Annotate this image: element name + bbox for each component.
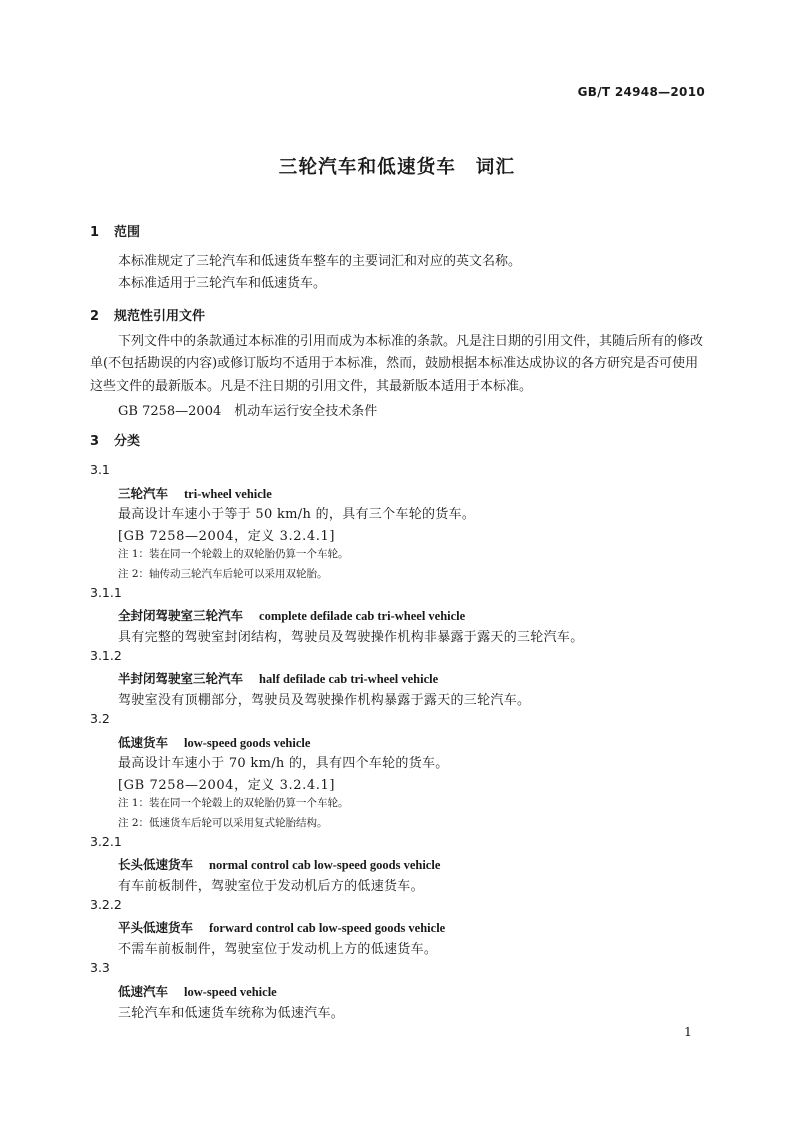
term-note-2: 注 2：低速货车后轮可以采用复式轮胎结构。 (118, 817, 328, 829)
term-chinese: 平头低速货车 (118, 920, 194, 935)
term-entry (118, 606, 465, 624)
term-english: low-speed vehicle (184, 985, 277, 999)
term-number: 3.1 (90, 462, 110, 477)
term-number: 3.2 (90, 711, 110, 726)
section-title: 规范性引用文件 (114, 309, 206, 324)
term-definition: 具有完整的驾驶室封闭结构，驾驶员及驾驶操作机构非暴露于露天的三轮汽车。 (118, 630, 584, 645)
term-number: 3.2.2 (90, 897, 122, 912)
term-chinese: 低速货车 (118, 735, 169, 750)
section-1-paragraph-1: 本标准规定了三轮汽车和低速货车整车的主要词汇和对应的英文名称。 (118, 254, 522, 269)
term-note-1: 注 1：装在同一个轮毂上的双轮胎仍算一个车轮。 (118, 797, 349, 809)
term-note-2: 注 2：轴传动三轮汽车后轮可以采用双轮胎。 (118, 568, 328, 580)
term-definition: 最高设计车速小于等于 50 km/h 的，具有三个车轮的货车。 (118, 507, 476, 522)
normative-reference: GB 7258—2004 机动车运行安全技术条件 (118, 404, 378, 419)
section-2-paragraph: 下列文件中的条款通过本标准的引用而成为本标准的条款。凡是注日期的引用文件，其随后所有的修改单(不包括勘误的内容)或修订版均不适用于本标准，然而，鼓励根据本标准达成协议的各方研究是否可使用这些文件的最新版本。凡是不注日期的引用文件，其最新版本适用于本标准。 (90, 334, 704, 394)
term-number: 3.3 (90, 960, 110, 975)
section-number: 2 (90, 309, 100, 324)
term-number: 3.2.1 (90, 834, 122, 849)
term-source: [GB 7258—2004，定义 3.2.4.1] (118, 778, 335, 793)
term-entry (118, 982, 277, 1000)
term-english: forward control cab low-speed goods vehicle (209, 921, 446, 935)
term-english: low-speed goods vehicle (184, 736, 311, 750)
term-chinese: 三轮汽车 (118, 486, 169, 501)
term-chinese: 低速汽车 (118, 984, 169, 999)
section-3-heading (90, 430, 140, 449)
term-definition: 三轮汽车和低速货车统称为低速汽车。 (118, 1006, 345, 1021)
term-number: 3.1.1 (90, 585, 122, 600)
section-number: 3 (90, 434, 100, 449)
section-title: 范围 (114, 225, 141, 240)
page-number: 1 (684, 1024, 692, 1039)
section-1-paragraph-2: 本标准适用于三轮汽车和低速货车。 (118, 276, 327, 291)
term-chinese: 全封闭驾驶室三轮汽车 (118, 608, 244, 623)
term-note-1: 注 1：装在同一个轮毂上的双轮胎仍算一个车轮。 (118, 548, 349, 560)
section-number: 1 (90, 225, 100, 240)
term-entry (118, 733, 310, 751)
term-definition: 有车前板制件，驾驶室位于发动机后方的低速货车。 (118, 879, 424, 894)
term-english: complete defilade cab tri-wheel vehicle (259, 609, 466, 623)
standard-code: GB/T 24948—2010 (577, 85, 705, 99)
term-chinese: 半封闭驾驶室三轮汽车 (118, 671, 244, 686)
term-entry (118, 855, 440, 873)
term-entry (118, 918, 445, 936)
term-entry (118, 484, 272, 502)
section-1-heading (90, 221, 140, 240)
term-chinese: 长头低速货车 (118, 857, 194, 872)
section-2-heading (90, 305, 205, 324)
document-title: 三轮汽车和低速货车 词汇 (278, 157, 516, 178)
term-entry (118, 669, 438, 687)
term-english: normal control cab low-speed goods vehicle (209, 858, 441, 872)
term-number: 3.1.2 (90, 648, 122, 663)
term-source: [GB 7258—2004，定义 3.2.4.1] (118, 529, 335, 544)
term-english: half defilade cab tri-wheel vehicle (259, 672, 439, 686)
term-definition: 不需车前板制件，驾驶室位于发动机上方的低速货车。 (118, 942, 438, 957)
term-english: tri-wheel vehicle (184, 487, 272, 501)
section-title: 分类 (114, 434, 141, 449)
term-definition: 驾驶室没有顶棚部分，驾驶员及驾驶操作机构暴露于露天的三轮汽车。 (118, 693, 531, 708)
term-definition: 最高设计车速小于 70 km/h 的，具有四个车轮的货车。 (118, 756, 449, 771)
